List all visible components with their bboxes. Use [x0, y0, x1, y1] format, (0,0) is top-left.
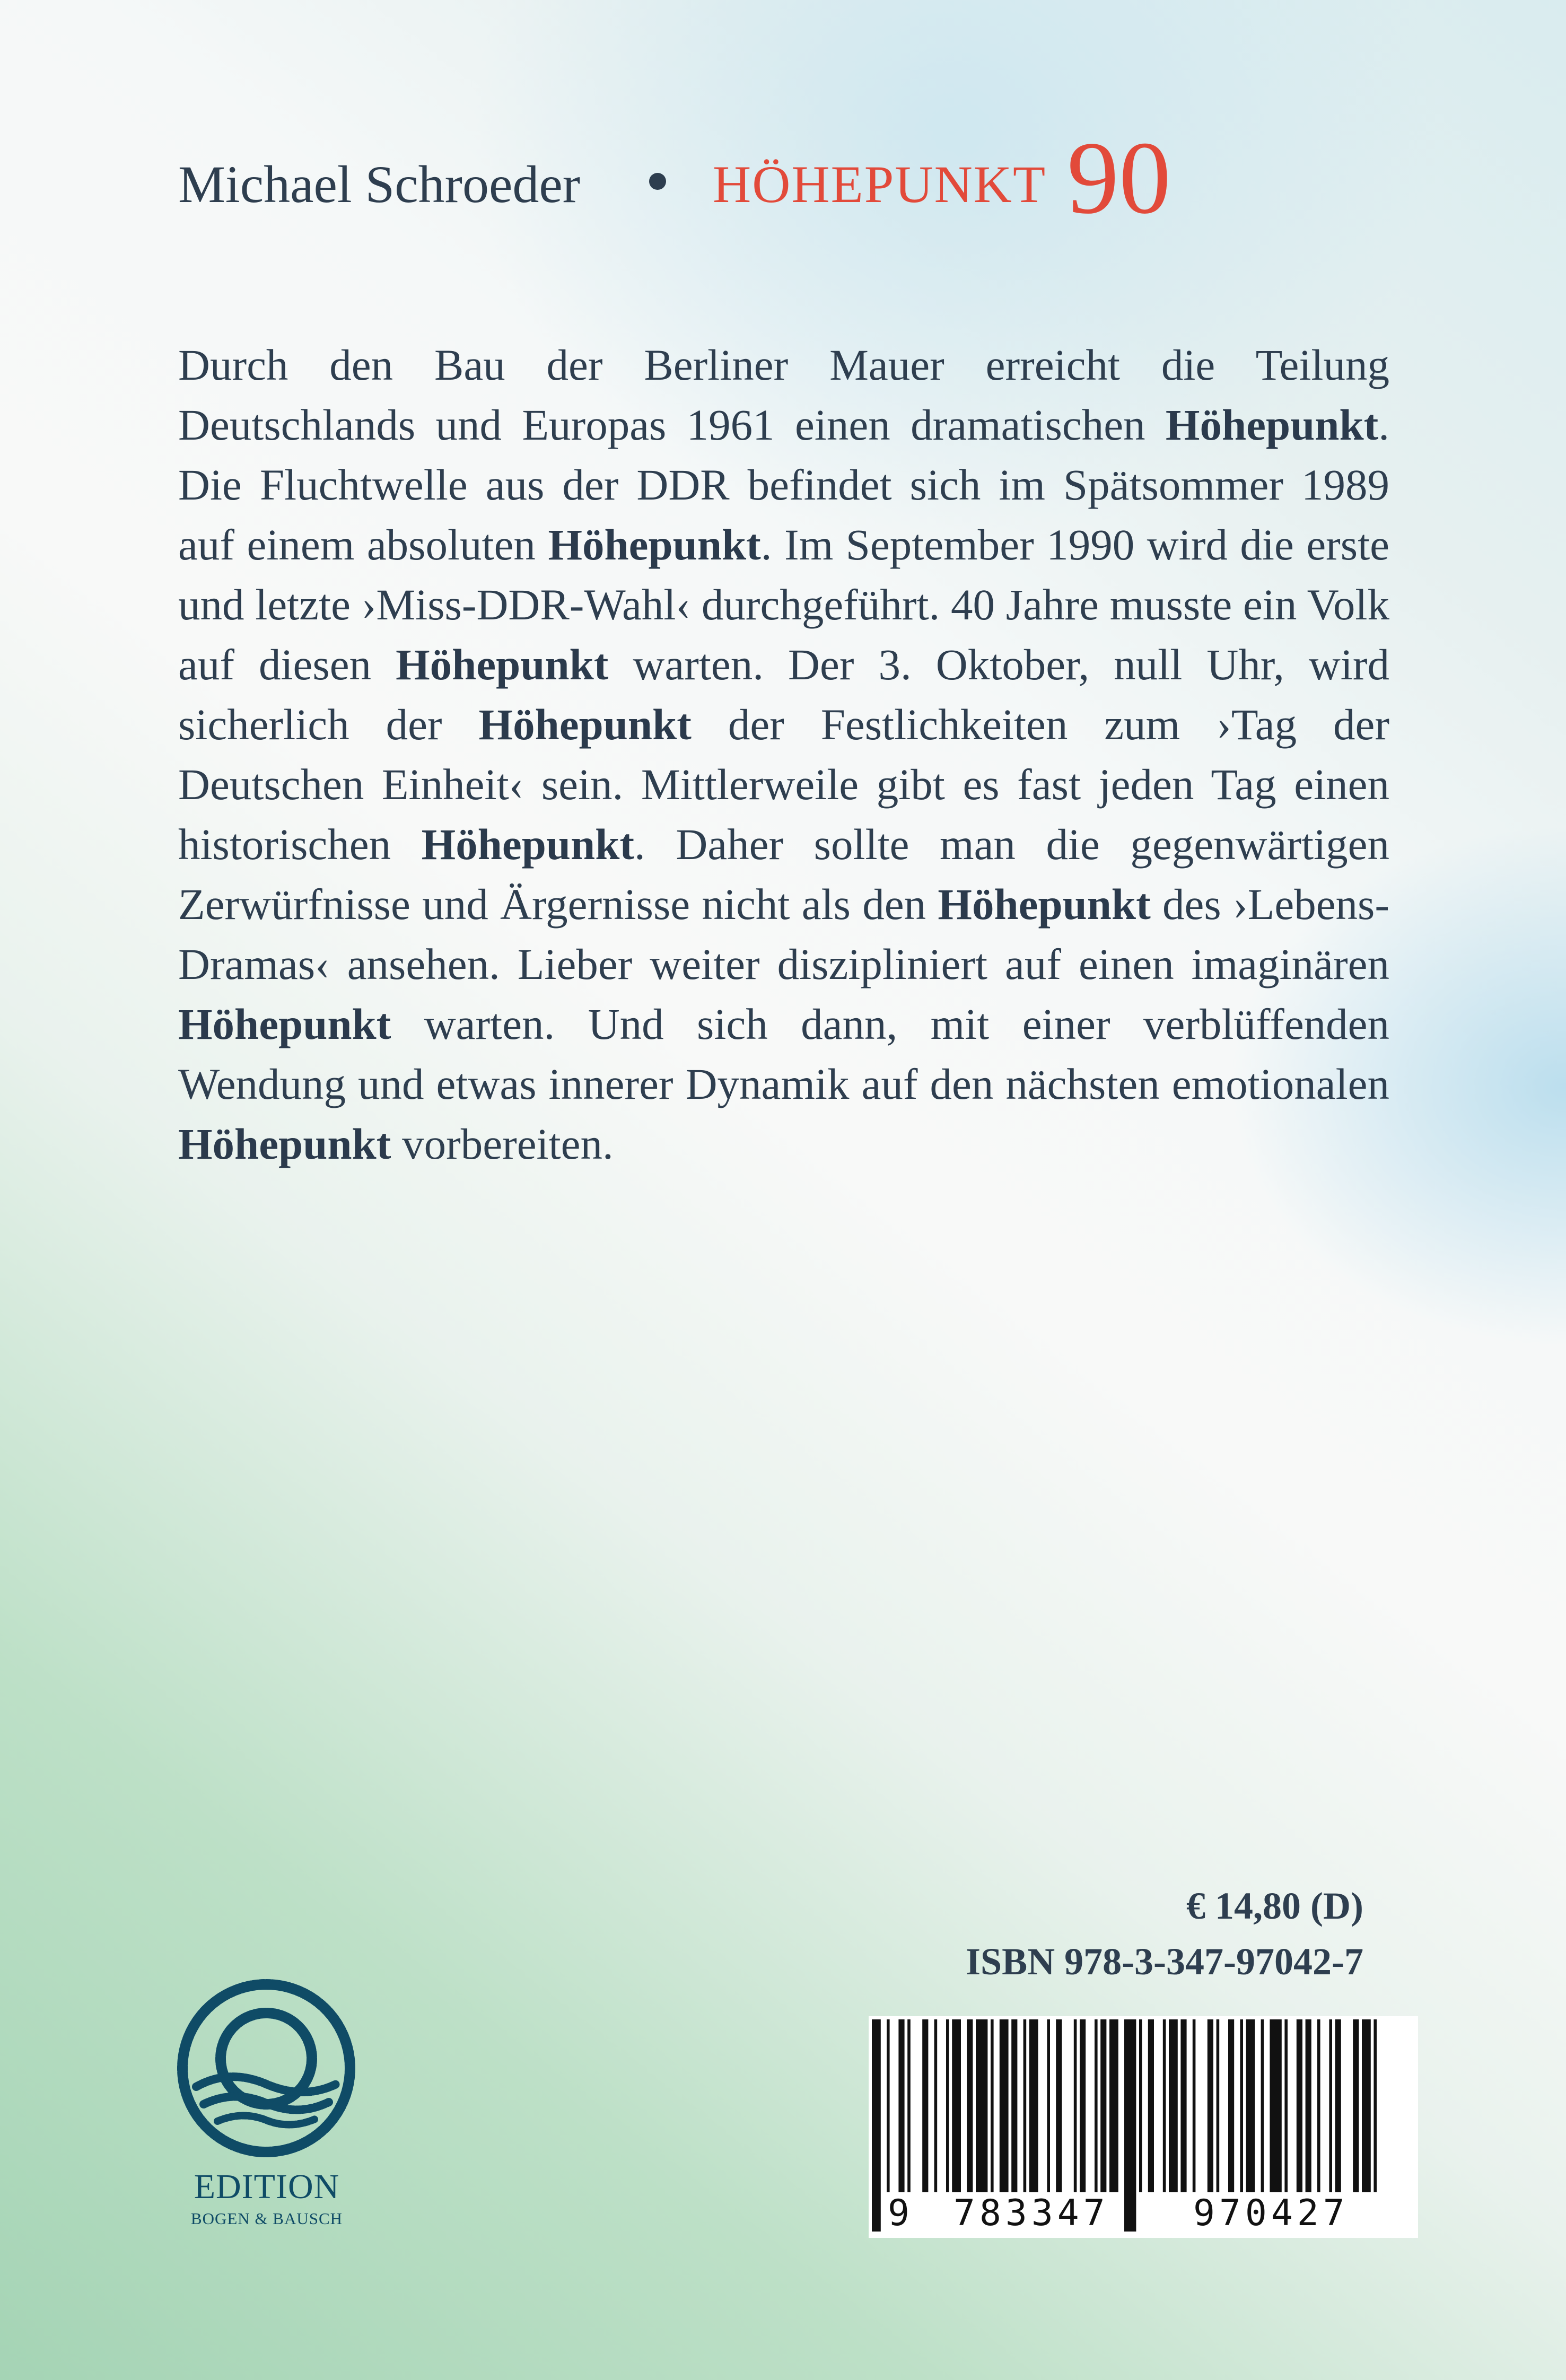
barcode-bar: [991, 2019, 994, 2192]
blurb-segment: . Im September 1990 wird die erste und letzte ›Miss-DDR-Wahl‹ durchgeführt. 40 Jahre musste ein Volk auf diesen: [178, 520, 1389, 689]
barcode-bar: [1362, 2019, 1371, 2192]
barcode-bar: [907, 2019, 911, 2192]
keyword-highlight: Höhepunkt: [178, 1119, 391, 1168]
barcode-bar: [1373, 2019, 1377, 2192]
barcode-bar: [1169, 2019, 1178, 2192]
blurb-segment: warten. Und sich dann, mit einer verblüffenden Wendung und etwas innerer Dynamik auf den nächsten emotionalen: [178, 1000, 1389, 1108]
keyword-highlight: Höhepunkt: [548, 520, 761, 569]
barcode-bar: [1180, 2019, 1186, 2192]
barcode-bar: [1228, 2019, 1234, 2192]
blurb-segment: . Daher sollte man die gegenwärtigen Zerwürfnisse und Ärgernisse nicht als den: [178, 820, 1389, 929]
edition-label: EDITION: [194, 2167, 340, 2206]
barcode-first-digit: 9: [888, 2192, 909, 2234]
bullet-separator-icon: [649, 173, 666, 190]
barcode-bar: [1029, 2019, 1038, 2192]
barcode-bar: [1353, 2019, 1359, 2192]
barcode-bar: [1335, 2019, 1341, 2192]
barcode-digits: [869, 2192, 1418, 2235]
blurb-segment: vorbereiten.: [391, 1119, 614, 1168]
barcode-bar: [1240, 2019, 1243, 2192]
barcode-bar: [1270, 2019, 1281, 2192]
keyword-highlight: Höhepunkt: [396, 640, 609, 689]
barcode-bar: [1246, 2019, 1255, 2192]
keyword-highlight: Höhepunkt: [478, 700, 692, 749]
publisher-name: BOGEN & BAUSCH: [190, 2209, 343, 2228]
book-title-number: 90: [1067, 120, 1171, 235]
barcode-bar: [1217, 2019, 1220, 2192]
barcode-bar: [922, 2019, 928, 2192]
barcode-bar: [952, 2019, 961, 2192]
barcode-bar: [898, 2019, 904, 2192]
blurb-segment: warten. Der 3. Oktober, null Uhr, wird sicherlich der: [178, 640, 1389, 749]
barcode-bar: [1139, 2019, 1142, 2192]
barcode-bar: [1023, 2019, 1027, 2192]
barcode-bar: [1074, 2019, 1077, 2192]
barcode-bar: [976, 2019, 987, 2192]
blurb-segment: . Die Fluchtwelle aus der DDR befindet sich im Spätsommer 1989 auf einem absoluten: [178, 400, 1389, 569]
barcode-bar: [1163, 2019, 1166, 2192]
barcode-bar: [946, 2019, 949, 2192]
barcode-bar: [967, 2019, 973, 2192]
barcode-bar: [1284, 2019, 1288, 2192]
barcode-bar: [1011, 2019, 1017, 2192]
barcode-right-group: 970427: [1193, 2192, 1349, 2234]
barcode-bar: [1317, 2019, 1320, 2192]
barcode-bar: [1329, 2019, 1332, 2192]
keyword-highlight: Höhepunkt: [421, 820, 635, 869]
barcode-left-group: 783347: [953, 2192, 1109, 2234]
barcode-bar: [934, 2019, 938, 2192]
book-title: HÖHEPUNKT: [713, 155, 1047, 214]
barcode-bar: [1148, 2019, 1154, 2192]
barcode-bar: [1261, 2019, 1264, 2192]
barcode-bar: [1100, 2019, 1106, 2192]
author-name: Michael Schroeder: [178, 155, 581, 214]
isbn: ISBN 978-3-347-97042-7: [966, 1940, 1363, 1983]
blurb-segment: Durch den Bau der Berliner Mauer erreicht die Teilung Deutschlands und Europas 1961 einen dramatischen: [178, 340, 1389, 449]
barcode-bar: [1306, 2019, 1311, 2192]
blurb-segment: des ›Lebens-Dramas‹ ansehen. Lieber weiter diszipliniert auf einen imaginären: [178, 880, 1389, 988]
keyword-highlight: Höhepunkt: [1165, 400, 1379, 449]
barcode-bar: [1047, 2019, 1050, 2192]
keyword-highlight: Höhepunkt: [938, 880, 1151, 929]
barcode-bar: [1208, 2019, 1213, 2192]
barcode-bar: [1297, 2019, 1302, 2192]
barcode-bar: [1095, 2019, 1098, 2192]
barcode: [869, 2016, 1418, 2238]
barcode-bar: [1056, 2019, 1062, 2192]
barcode-bar: [1080, 2019, 1086, 2192]
blurb-text: [178, 335, 1389, 1174]
barcode-bar: [1193, 2019, 1196, 2192]
barcode-bar: [1109, 2019, 1118, 2192]
blurb-segment: der Festlichkeiten zum ›Tag der Deutschen Einheit‹ sein. Mittlerweile gibt es fast jeden Tag einen historischen: [178, 700, 1389, 869]
keyword-highlight: Höhepunkt: [178, 1000, 391, 1048]
publisher-emblem-icon: [176, 1978, 356, 2158]
barcode-bar: [887, 2019, 890, 2192]
blurb: [178, 335, 1389, 1174]
price: € 14,80 (D): [1186, 1885, 1363, 1927]
barcode-bar: [1000, 2019, 1009, 2192]
